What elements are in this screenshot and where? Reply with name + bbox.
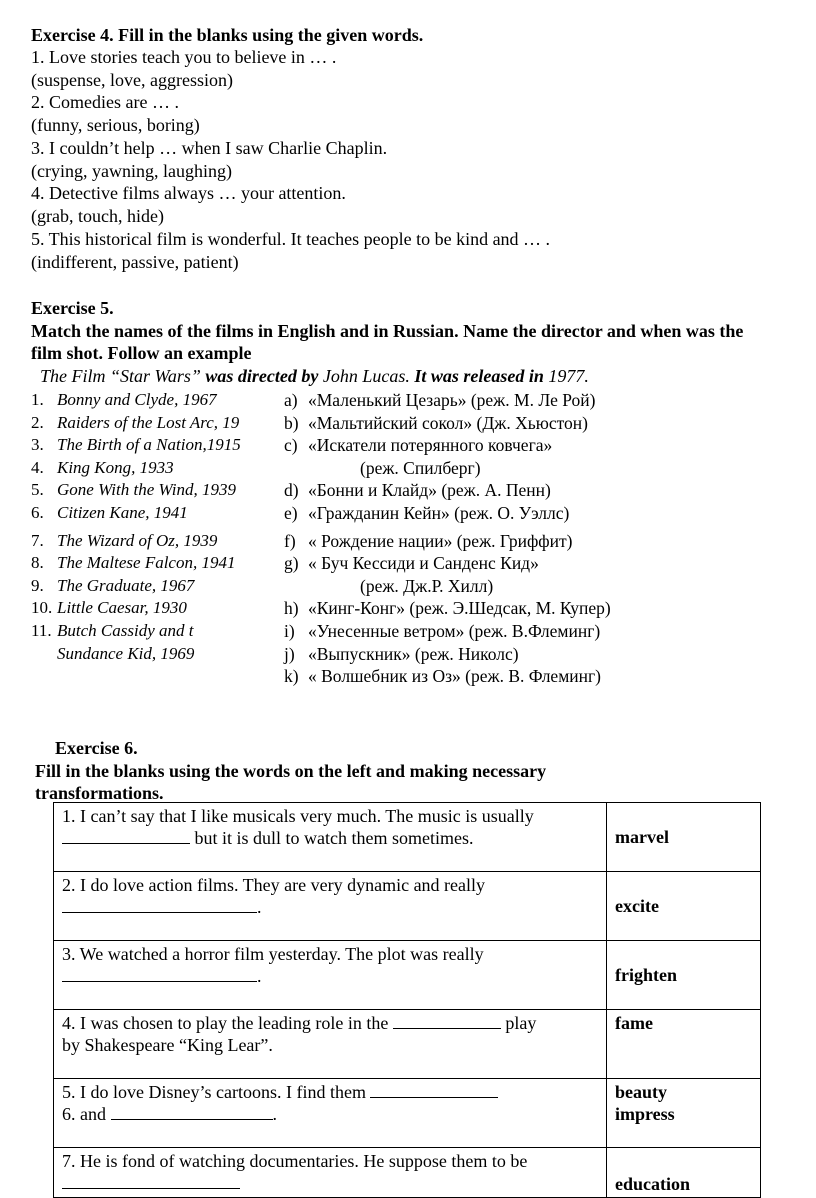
film-title: Bonny and Clyde, 1967 [57, 390, 217, 409]
sentence-cell [54, 872, 607, 941]
film-title: Butch Cassidy and t [57, 621, 194, 640]
russian-title [284, 502, 569, 524]
russian-title [360, 575, 493, 597]
russian-text: « Буч Кессиди и Санденс Кид» [308, 553, 539, 573]
example-film: The Film “Star Wars” [40, 366, 201, 386]
russian-text: «Унесенные ветром» (реж. В.Флеминг) [308, 621, 601, 641]
film-title: Raiders of the Lost Arc, 19 [57, 413, 240, 432]
example-phrase: It was released in [409, 366, 549, 386]
sentence-end: play [500, 1013, 537, 1033]
film-item [31, 457, 174, 479]
russian-text: «Гражданин Кейн» (реж. О. Уэллс) [308, 503, 570, 523]
film-item [31, 530, 217, 552]
table-row [54, 1010, 761, 1079]
film-item [31, 412, 239, 434]
answer-blank[interactable] [62, 1172, 240, 1189]
film-number: 9. [31, 576, 44, 595]
sentence-cell [54, 1148, 607, 1198]
russian-title [284, 620, 600, 642]
exercise-6-table [53, 802, 761, 1198]
exercise-6-title: Exercise 6. [55, 738, 138, 758]
russian-letter: j) [284, 644, 295, 664]
film-item [31, 575, 194, 597]
ex5-example [40, 365, 589, 387]
film-title: Little Caesar, 1930 [57, 598, 187, 617]
film-number: 6. [31, 503, 44, 522]
russian-letter: c) [284, 435, 298, 455]
table-row [54, 872, 761, 941]
ex5-instruction: film shot. Follow an example [31, 343, 252, 363]
table-row [54, 1079, 761, 1148]
sentence-start: 6. and [62, 1104, 111, 1124]
word-cell [607, 803, 761, 872]
film-item [31, 434, 241, 456]
sentence-start: 4. I was chosen to play the leading role in the [62, 1013, 393, 1033]
russian-letter: b) [284, 413, 299, 433]
sentence-text: 3. We watched a horror film yesterday. The plot was really [62, 944, 484, 964]
word-cell [607, 1010, 761, 1079]
russian-letter: d) [284, 480, 299, 500]
russian-title [284, 643, 519, 665]
film-number: 11. [31, 621, 52, 640]
table-row [54, 1148, 761, 1198]
sentence-text [62, 1012, 598, 1034]
film-number: 1. [31, 390, 44, 409]
russian-text: «Кинг-Конг» (реж. Э.Шедсак, М. Купер) [308, 598, 611, 618]
hint-word: fame [615, 1013, 653, 1033]
russian-letter: g) [284, 553, 299, 573]
ex4-line: (suspense, love, aggression) [31, 70, 233, 90]
ex5-instruction: Match the names of the films in English and in Russian. Name the director and when was the [31, 321, 744, 341]
word-cell [607, 941, 761, 1010]
hint-word: beauty [615, 1082, 668, 1102]
film-title: King Kong, 1933 [57, 458, 174, 477]
russian-title [284, 412, 588, 434]
russian-text: «Бонни и Клайд» (реж. А. Пенн) [308, 480, 551, 500]
answer-blank[interactable] [393, 1012, 501, 1029]
hint-word: education [615, 1174, 691, 1194]
sentence-text [62, 965, 598, 987]
word-cell [607, 1148, 761, 1198]
russian-letter: e) [284, 503, 298, 523]
russian-text: (реж. Спилберг) [360, 458, 481, 478]
film-title: Gone With the Wind, 1939 [57, 480, 236, 499]
sentence-cell [54, 1079, 607, 1148]
sentence-text: 7. He is fond of watching documentaries. He suppose them to be [62, 1151, 528, 1171]
answer-blank[interactable] [370, 1081, 498, 1098]
ex4-line: (crying, yawning, laughing) [31, 161, 232, 181]
film-item [31, 552, 235, 574]
film-item [31, 389, 217, 411]
sentence-text [62, 827, 598, 849]
hint-word: marvel [615, 827, 669, 847]
table-row [54, 803, 761, 872]
sentence-end: . [257, 897, 262, 917]
sentence-text [62, 1103, 598, 1125]
russian-title [284, 479, 551, 501]
russian-title [284, 389, 595, 411]
sentence-end: . [272, 1104, 277, 1124]
answer-blank[interactable] [111, 1103, 273, 1120]
ex4-line: 4. Detective films always … your attention. [31, 183, 346, 203]
example-phrase: was directed by [200, 366, 323, 386]
film-title: The Maltese Falcon, 1941 [57, 553, 236, 572]
sentence-text [62, 896, 598, 918]
sentence-text: 2. I do love action films. They are very dynamic and really [62, 875, 486, 895]
table-row [54, 941, 761, 1010]
russian-title [360, 457, 481, 479]
answer-blank[interactable] [62, 896, 257, 913]
film-title: The Birth of a Nation,1915 [57, 435, 241, 454]
ex4-line: 3. I couldn’t help … when I saw Charlie Chaplin. [31, 138, 388, 158]
film-number: 4. [31, 458, 44, 477]
russian-title [284, 530, 572, 552]
word-cell [607, 872, 761, 941]
film-item [31, 597, 187, 619]
sentence-cell [54, 803, 607, 872]
ex4-line: 2. Comedies are … . [31, 92, 179, 112]
example-year: 1977. [548, 366, 589, 386]
film-number: 10. [31, 598, 53, 617]
russian-text: «Выпускник» (реж. Николс) [308, 644, 519, 664]
sentence-end: but it is dull to watch them sometimes. [190, 828, 474, 848]
film-number: 3. [31, 435, 44, 454]
ex4-line: (indifferent, passive, patient) [31, 252, 239, 272]
russian-text: (реж. Дж.Р. Хилл) [360, 576, 494, 596]
russian-letter: a) [284, 390, 298, 410]
russian-letter: f) [284, 531, 296, 551]
russian-title [284, 434, 552, 456]
sentence-text [62, 1172, 598, 1194]
russian-title [284, 597, 611, 619]
film-number: 5. [31, 480, 44, 499]
answer-blank[interactable] [62, 827, 190, 844]
russian-text: «Маленький Цезарь» (реж. М. Ле Рой) [308, 390, 596, 410]
film-item [31, 479, 236, 501]
film-number: 2. [31, 413, 44, 432]
film-number: 8. [31, 553, 44, 572]
sentence-text [62, 1081, 598, 1103]
hint-word: impress [615, 1104, 675, 1124]
ex4-line: (funny, serious, boring) [31, 115, 200, 135]
sentence-end: . [257, 966, 262, 986]
ex4-line: 5. This historical film is wonderful. It teaches people to be kind and … . [31, 229, 551, 249]
word-cell [607, 1079, 761, 1148]
film-title: The Graduate, 1967 [57, 576, 195, 595]
film-item [31, 643, 194, 665]
russian-text: «Мальтийский сокол» (Дж. Хьюстон) [308, 413, 588, 433]
film-title: The Wizard of Oz, 1939 [57, 531, 218, 550]
sentence-cell [54, 1010, 607, 1079]
russian-letter: h) [284, 598, 299, 618]
film-number: 7. [31, 531, 44, 550]
russian-title [284, 665, 601, 687]
film-title: Sundance Kid, 1969 [57, 644, 195, 663]
answer-blank[interactable] [62, 965, 257, 982]
russian-letter: k) [284, 666, 299, 686]
russian-text: « Рождение нации» (реж. Гриффит) [308, 531, 573, 551]
hint-word: excite [615, 896, 659, 916]
ex6-instruction: Fill in the blanks using the words on the left and making necessary [35, 761, 547, 781]
film-title: Citizen Kane, 1941 [57, 503, 188, 522]
ex4-line: 1. Love stories teach you to believe in … . [31, 47, 337, 67]
sentence-text: by Shakespeare “King Lear”. [62, 1035, 273, 1055]
exercise-5-title: Exercise 5. [31, 298, 114, 318]
ex6-instruction: transformations. [35, 783, 164, 803]
sentence-cell [54, 941, 607, 1010]
ex4-line: (grab, touch, hide) [31, 206, 164, 226]
russian-title [284, 552, 539, 574]
example-director: John Lucas. [322, 366, 410, 386]
russian-text: « Волшебник из Оз» (реж. В. Флеминг) [308, 666, 602, 686]
hint-word: frighten [615, 965, 677, 985]
film-item [31, 502, 188, 524]
exercise-4-title: Exercise 4. Fill in the blanks using the given words. [31, 25, 424, 45]
film-item [31, 620, 193, 642]
russian-text: «Искатели потерянного ковчега» [308, 435, 553, 455]
sentence-text: 1. I can’t say that I like musicals very much. The music is usually [62, 806, 534, 826]
sentence-start: 5. I do love Disney’s cartoons. I find them [62, 1082, 371, 1102]
russian-letter: i) [284, 621, 295, 641]
